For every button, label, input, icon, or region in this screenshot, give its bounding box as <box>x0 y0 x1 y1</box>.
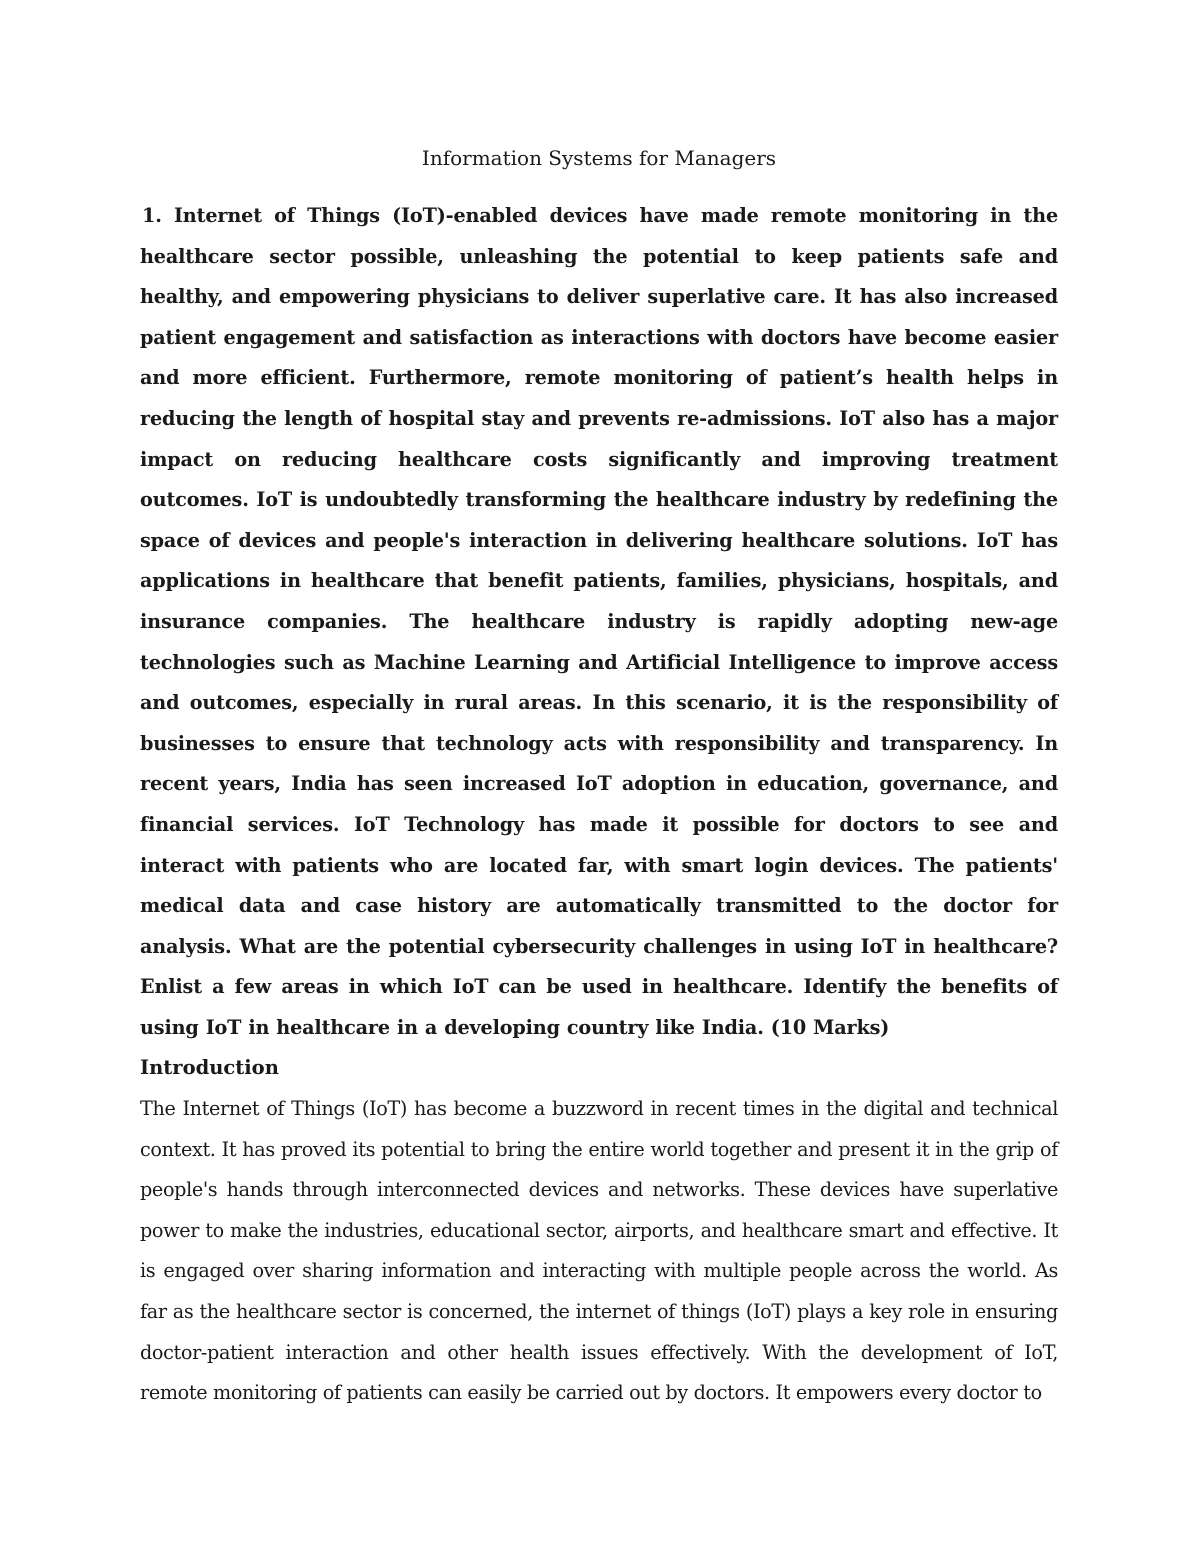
question-number: 1. <box>142 204 162 227</box>
section-heading-introduction: Introduction <box>140 1056 279 1080</box>
document-page <box>140 138 1058 1414</box>
question-paragraph <box>140 196 1058 1048</box>
introduction-paragraph: The Internet of Things (IoT) has become a buzzword in recent times in the digital and technical context. It has proved its potential to bring the entire world together and present it in the grip of people's hands through interconnected devices and networks. These devices have superlative power to make the industries, educational sector, airports, and healthcare smart and effective. It is engaged over sharing information and interacting with multiple people across the world. As far as the healthcare sector is concerned, the internet of things (IoT) plays a key role in ensuring doctor-patient interaction and other health issues effectively. With the development of IoT, remote monitoring of patients can easily be carried out by doctors. It empowers every doctor to <box>140 1097 1058 1405</box>
document-title: Information Systems for Managers <box>421 146 777 170</box>
question-text: Internet of Things (IoT)-enabled devices have made remote monitoring in the healthcare sector possible, unleashing the potential to keep patients safe and healthy, and empowering physicians to deliver superlative care. It has also increased patient engagement and satisfaction as interactions with doctors have become easier and more efficient. Furthermore, remote monitoring of patient’s health helps in reducing the length of hospital stay and prevents re-admissions. IoT also has a major impact on reducing healthcare costs significantly and improving treatment outcomes. IoT is undoubtedly transforming the healthcare industry by redefining the space of devices and people's interaction in delivering healthcare solutions. IoT has applications in healthcare that benefit patients, families, physicians, hospitals, and insurance companies. The healthcare industry is rapidly adopting new-age technologies such as Machine Learning and Artificial Intelligence to improve access and outcomes, especially in rural areas. In this scenario, it is the responsibility of businesses to ensure that technology acts with responsibility and transparency. In recent years, India has seen increased IoT adoption in education, governance, and financial services. IoT Technology has made it possible for doctors to see and interact with patients who are located far, with smart login devices. The patients' medical data and case history are automatically transmitted to the doctor for analysis. What are the potential cybersecurity challenges in using IoT in healthcare? Enlist a few areas in which IoT can be used in healthcare. Identify the benefits of using IoT in healthcare in a developing country like India. (10 Marks) <box>140 204 1059 1039</box>
